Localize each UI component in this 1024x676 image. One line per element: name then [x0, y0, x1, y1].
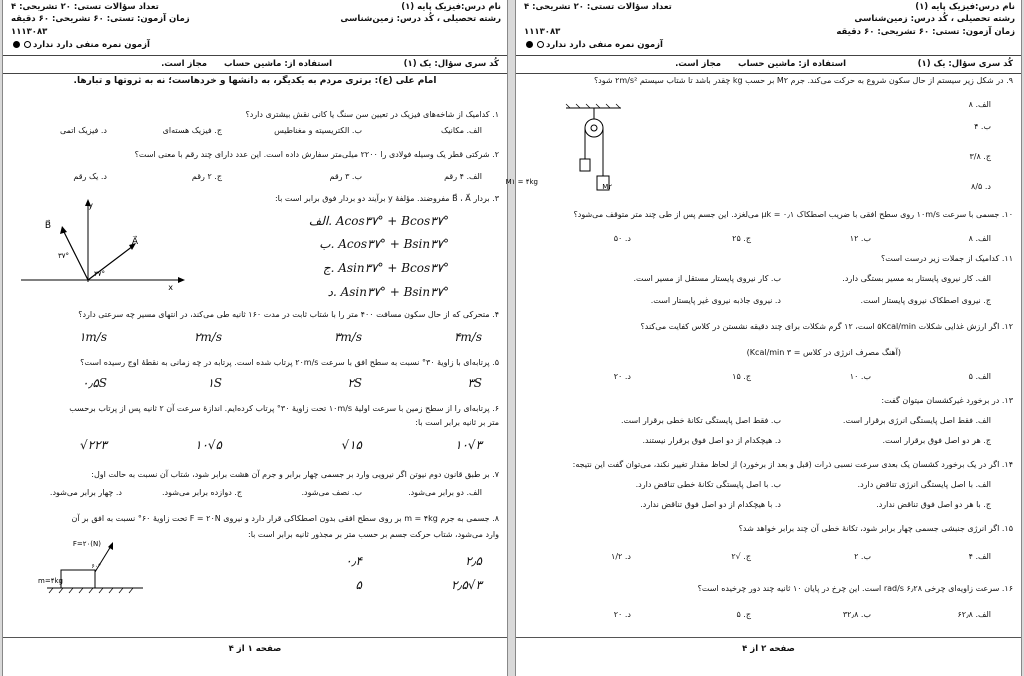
exam-time: زمان آزمون: تستی: ۶۰ تشریحی: ۶۰ دقیقه: [836, 27, 1015, 37]
q11-option-a[interactable]: الف. کار نیروی پایستار به مسیر بستگی دارد.: [842, 274, 991, 283]
question-count: تعداد سؤالات تستی: ۲۰ تشریحی: ۴: [11, 2, 159, 12]
questions: [505, 74, 1021, 676]
field-code: رشته تحصیلی ، کُد درس: زمین‌شناسی: [340, 14, 501, 24]
calculator-allowed: مجاز است.: [161, 59, 207, 69]
vector-diagram: [13, 198, 188, 290]
q15-option-a[interactable]: الف. ۴: [968, 552, 991, 561]
q8-option-d[interactable]: ۵: [355, 578, 362, 592]
angle-b-label: ۳۷°: [57, 252, 69, 260]
sub-header: [516, 56, 1021, 74]
q12-option-a[interactable]: الف. ۵: [968, 372, 991, 381]
question-8: ۸. جسمی به جرم m = ۴kg بر روی سطح افقی بدون اصطکاکی قرار دارد و نیروی F = ۲۰N تحت زاویهٔ ۶۰° نسبت به افق بر آن: [71, 514, 499, 523]
q4-option-b[interactable]: ۳m/s: [333, 330, 362, 344]
q15-option-b[interactable]: ب. ۲: [854, 552, 871, 561]
q12-option-c[interactable]: ج. ۱۵: [732, 372, 751, 381]
page-header: [516, 0, 1021, 56]
q1-option-a[interactable]: الف. مکانیک: [441, 126, 482, 135]
m1-label: M۱ = ۴kg: [505, 178, 538, 186]
q6-option-d[interactable]: √۲۲۳: [80, 438, 107, 452]
footer-divider: [3, 637, 507, 638]
calculator-allowed: مجاز است.: [675, 59, 721, 69]
q13-option-a[interactable]: الف. فقط اصل پایستگی انرژی برقرار است.: [842, 416, 991, 425]
q16-option-a[interactable]: الف. ۶۲٫۸: [957, 610, 991, 619]
q4-option-a[interactable]: ۴m/s: [453, 330, 482, 344]
q13-option-b[interactable]: ب. فقط اصل پایستگی تکانهٔ خطی برقرار است.: [620, 416, 781, 425]
q15-option-c[interactable]: ج. √۲: [731, 552, 751, 561]
question-9: ۹. در شکل زیر سیستم از حال سکون شروع به حرکت می‌کند. جرم M۲ بر حسب kg چقدر باشد تا شتاب سیستم ۲m/s² شود؟: [593, 76, 1013, 85]
q6-option-a[interactable]: ۱۰√۳: [455, 438, 482, 452]
y-axis-label: y: [88, 201, 93, 210]
q6-option-c[interactable]: ۱۰√۵: [195, 438, 222, 452]
course-name: نام درس:فیزیک پایه (۱): [401, 2, 501, 12]
pulley-diagram: [505, 104, 646, 204]
q7-option-d[interactable]: د. چهار برابر می‌شود.: [49, 488, 122, 497]
q1-option-b[interactable]: ب. الکتریسیته و مغناطیس: [274, 126, 362, 135]
q12-option-d[interactable]: د. ۲۰: [613, 372, 631, 381]
question-2: ۲. شرکتی قطر یک وسیله فولادی را ۲۲۰۰ میلی‌متر سفارش داده است. این عدد دارای چند رقم با معنی است؟: [134, 150, 499, 159]
series-code: کُد سری سؤال: یک (۱): [403, 59, 499, 69]
force-diagram: [38, 538, 153, 596]
q14-option-b[interactable]: ب. با اصل پایستگی تکانهٔ خطی تناقض دارد.: [635, 480, 781, 489]
question-8-cont: وارد می‌شود، شتاب حرکت جسم بر حسب متر بر مجذور ثانیه برابر است با:: [248, 530, 499, 539]
q1-option-c[interactable]: ج. فیزیک هسته‌ای: [162, 126, 222, 135]
series-code: کُد سری سؤال: یک (۱): [917, 59, 1013, 69]
course-code: ۱۱۱۳۰۸۳: [524, 27, 561, 37]
negative-score: آزمون نمره منفی دارد ندارد: [11, 40, 150, 50]
question-3: ۳. بردار B⃗ ، A⃗ مفروضند. مؤلفهٔ y برآیند دو بردار فوق برابر است با:: [274, 194, 499, 203]
q3-option-a[interactable]: الف. Acos۳۷° + Bcos۳۷°: [308, 214, 449, 228]
question-11: ۱۱. کدامیک از جملات زیر درست است؟: [881, 254, 1013, 263]
q11-option-c[interactable]: ج. نیروی اصطکاک نیروی پایستار است.: [860, 296, 991, 305]
exam-time: زمان آزمون: تستی: ۶۰ تشریحی: ۶۰ دقیقه: [11, 14, 190, 24]
q14-option-c[interactable]: ج. با هر دو اصل فوق تناقض ندارد.: [876, 500, 991, 509]
q10-option-a[interactable]: الف. ۸: [968, 234, 991, 243]
field-code: رشته تحصیلی ، کُد درس: زمین‌شناسی: [854, 14, 1015, 24]
q3-option-d[interactable]: د. Asin۳۷° + Bsin۳۷°: [327, 285, 449, 299]
q4-option-c[interactable]: ۲m/s: [193, 330, 222, 344]
question-5: ۵. پرتابه‌ای با زاویهٔ ۳۰° نسبت به سطح افق با سرعت ۲۰m/s پرتاب شده است. پرتابه در چه زمانی به نقطهٔ اوج رسیده است؟: [80, 358, 499, 367]
q3-option-c[interactable]: ج. Asin۳۷° + Bcos۳۷°: [322, 261, 449, 275]
q13-option-c[interactable]: ج. هر دو اصل فوق برقرار است.: [882, 436, 991, 445]
q8-option-a[interactable]: ۲٫۵: [465, 554, 482, 568]
q9-option-b[interactable]: ب. ۴: [974, 122, 991, 131]
question-6-cont: متر بر ثانیه برابر است با:: [415, 418, 499, 427]
page-number: صفحه ۱ از ۴: [228, 644, 282, 654]
m2-label: M۲: [602, 183, 612, 191]
vector-a-label: A⃗: [131, 237, 138, 247]
q3-option-b[interactable]: ب. Acos۳۷° + Bsin۳۷°: [319, 237, 449, 251]
q4-option-d[interactable]: ۱m/s: [78, 330, 107, 344]
page-header: [3, 0, 507, 56]
sub-header: [3, 56, 507, 74]
q9-option-d[interactable]: د. ۸/۵: [971, 182, 991, 191]
footer-divider: [516, 637, 1021, 638]
q12-option-b[interactable]: ب. ۱۰: [849, 372, 871, 381]
q10-option-b[interactable]: ب. ۱۲: [849, 234, 871, 243]
questions: [3, 74, 507, 676]
q1-option-d[interactable]: د. فیزیک اتمی: [60, 126, 107, 135]
q8-option-b[interactable]: ۰٫۴: [345, 554, 362, 568]
calculator-use: استفاده از: ماشین حساب: [738, 59, 846, 69]
q10-option-c[interactable]: ج. ۲۵: [732, 234, 751, 243]
q15-option-d[interactable]: د. ۱/۲: [611, 552, 631, 561]
q13-option-d[interactable]: د. هیچکدام از دو اصل فوق برقرار نیستند.: [642, 436, 781, 445]
question-7: ۷. بر طبق قانون دوم نیوتن اگر نیرویی وارد بر جسمی چهار برابر و جرم آن هشت برابر شود، شتاب آن نسبت به حالت اول:: [91, 470, 499, 479]
q16-option-b[interactable]: ب. ۳۲٫۸: [842, 610, 871, 619]
q5-option-a[interactable]: ۳S: [467, 376, 482, 390]
q5-option-c[interactable]: ۱S: [207, 376, 222, 390]
force-label: F=۲۰(N): [72, 540, 101, 548]
exam-page-2: [505, 0, 1022, 676]
question-6: ۶. پرتابه‌ای را از سطح زمین با سرعت اولیهٔ ۱۰m/s تحت زاویهٔ ۳۰° پرتاب کرده‌ایم. اندازهٔ سرعت آن ۲ ثانیه پس از پرتاب برحسب: [69, 404, 499, 413]
q2-option-d[interactable]: د. یک رقم: [73, 172, 107, 181]
question-1: ۱. کدامیک از شاخه‌های فیزیک در تعیین سن سنگ یا کانی نقش بیشتری دارد؟: [245, 110, 499, 119]
calculator-use: استفاده از: ماشین حساب: [224, 59, 332, 69]
negative-score: آزمون نمره منفی دارد ندارد: [524, 40, 663, 50]
question-16: ۱۶. سرعت زاویه‌ای چرخی ۶٫۲۸ rad/s است. این چرخ در پایان ۱۰ ثانیه چند دور چرخیده است؟: [697, 584, 1013, 593]
q11-option-d[interactable]: د. نیروی جاذبه نیروی غیر پایستار است.: [650, 296, 781, 305]
q2-option-b[interactable]: ب. ۳ رقم: [329, 172, 362, 181]
q14-option-a[interactable]: الف. با اصل پایستگی انرژی تناقض دارد.: [857, 480, 991, 489]
q9-option-a[interactable]: الف. ۸: [968, 100, 991, 109]
angle-a-label: ۳۷°: [93, 270, 105, 278]
q14-option-d[interactable]: د. با هیچکدام از دو اصل فوق تناقض ندارد.: [640, 500, 781, 509]
question-count: تعداد سؤالات تستی: ۲۰ تشریحی: ۴: [524, 2, 672, 12]
q16-option-d[interactable]: د. ۲۰: [613, 610, 631, 619]
radio-icon: [537, 41, 544, 48]
q8-option-c[interactable]: ۲٫۵√۳: [451, 578, 482, 592]
radio-filled-icon: [526, 41, 533, 48]
q2-option-a[interactable]: الف. ۴ رقم: [444, 172, 482, 181]
q7-option-b[interactable]: ب. نصف می‌شود.: [301, 488, 362, 497]
vector-b-label: B⃗: [44, 221, 51, 231]
course-code: ۱۱۱۳۰۸۳: [11, 27, 48, 37]
angle-label: ۶۰°: [91, 563, 101, 570]
radio-icon: [24, 41, 31, 48]
exam-page-1: [2, 0, 508, 676]
q5-option-b[interactable]: ۲S: [347, 376, 362, 390]
page-number: صفحه ۲ از ۴: [742, 644, 795, 654]
q7-option-c[interactable]: ج. دوازده برابر می‌شود.: [162, 488, 242, 497]
question-14: ۱۴. اگر در یک برخورد کشسان یک بعدی سرعت نسبی ذرات (قبل و بعد از برخورد) از لحاظ مقدار تغییر نکند، می‌توان گفت این نتیجه:: [572, 460, 1013, 469]
x-axis-label: x: [168, 283, 173, 292]
q10-option-d[interactable]: د. ۵۰: [613, 234, 631, 243]
mass-label: m=۴kg: [38, 577, 63, 585]
question-10: ۱۰. جسمی با سرعت ۱۰m/s روی سطح افقی با ضریب اصطکاک μk = ۰٫۱ می‌لغزد. این جسم پس از طی چند متر متوقف می‌شود؟: [573, 210, 1013, 219]
question-12: ۱۲. اگر ارزش غذایی شکلات ۵Kcal/min است، ۱۲ گرم شکلات برای چند دقیقه نشستن در کلاس کفایت می‌کند؟: [640, 322, 1013, 331]
quote: امام علی (ع): برتری مردم به یکدیگر، به دانشها و خردهاست؛ نه به ثروتها و تبارها.: [73, 76, 437, 86]
question-4: ۴. متحرکی که از حال سکون مسافت ۴۰۰ متر را با شتاب ثابت در مدت ۱۶۰ ثانیه طی می‌کند، در انتهای مسیر چه سرعتی دارد؟: [78, 310, 499, 319]
q9-option-c[interactable]: ج. ۳/۸: [969, 152, 991, 161]
q16-option-c[interactable]: ج. ۵: [736, 610, 751, 619]
q7-option-a[interactable]: الف. دو برابر می‌شود.: [408, 488, 482, 497]
q11-option-b[interactable]: ب. کار نیروی پایستار مستقل از مسیر است.: [633, 274, 781, 283]
q6-option-b[interactable]: √۱۵: [341, 438, 362, 452]
radio-filled-icon: [13, 41, 20, 48]
question-12-cont: (آهنگ مصرف انرژی در کلاس = ۳ Kcal/min): [746, 348, 901, 357]
q2-option-c[interactable]: ج. ۲ رقم: [191, 172, 222, 181]
question-13: ۱۳. در برخورد غیرکشسان میتوان گفت:: [881, 396, 1013, 405]
question-15: ۱۵. اگر انرژی جنبشی جسمی چهار برابر شود، تکانهٔ خطی آن چند برابر خواهد شد؟: [738, 524, 1013, 533]
q5-option-d[interactable]: ۰٫۵S: [81, 376, 107, 390]
course-name: نام درس:فیزیک پایه (۱): [915, 2, 1015, 12]
